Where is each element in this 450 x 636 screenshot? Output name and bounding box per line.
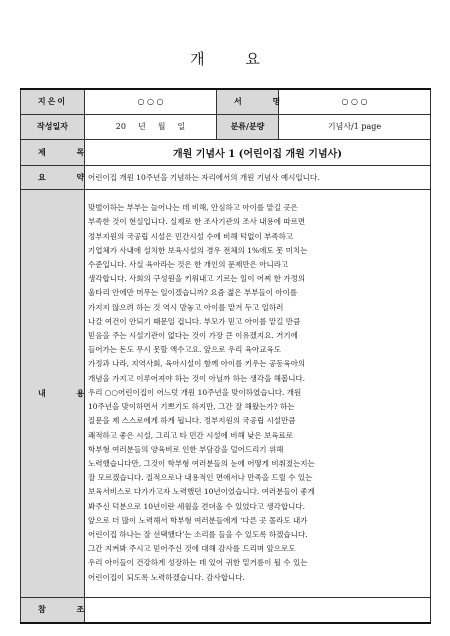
- author-value: ○ ○ ○: [85, 89, 217, 114]
- content-line: 나갈 여건이 안되기 때문일 겁니다. 부모가 믿고 아이를 맡길 만큼: [88, 316, 301, 326]
- content-line: 믿음을 주는 시설기관이 없다는 것이 가장 큰 이유겠지요. 거기에: [88, 331, 298, 341]
- content-line: 정부지원의 국공립 시설은 민간시설 수에 비해 턱없이 부족하고: [88, 231, 294, 241]
- content-line: 기업체가 사내에 설치한 보육시설의 경우 전체의 1%에도 못 미치는: [88, 245, 308, 255]
- content-line: 보육서비스로 다가가고자 노력했던 10년이었습니다. 여러분들이 좋게: [88, 487, 315, 497]
- content-line: 쾌적하고 좋은 시설, 그리고 타 민간 시설에 비해 낮은 보육료로: [88, 430, 293, 440]
- signature-value: ○ ○ ○: [279, 89, 431, 114]
- content-line: 어린이집이 되도록 노력하겠습니다. 감사합니다.: [88, 572, 245, 582]
- subject-value: 개원 기념사 1 (어린이집 개원 기념사): [85, 139, 431, 165]
- content-line: 개념을 가지고 이루어져야 하는 것이 아닐까 하는 생각을 해봅니다.: [88, 373, 306, 383]
- date-value: [85, 114, 217, 139]
- subject-row: [21, 139, 431, 165]
- date-year-unit: 년: [137, 122, 146, 131]
- date-month-unit: 월: [157, 122, 166, 131]
- date-day-unit: 일: [177, 122, 186, 131]
- content-cell: [85, 189, 431, 597]
- reference-label: 참 조: [21, 597, 85, 623]
- content-line: 그간 지켜봐 주시고 믿어주신 것에 대해 감사를 드리며 앞으로도: [88, 544, 296, 554]
- content-line: 잘 모르겠습니다. 질적으로나 내용적인 면에서나 만족을 드릴 수 있는: [88, 473, 313, 483]
- date-year: 20: [115, 122, 126, 131]
- subject-label: 제 목: [21, 139, 85, 165]
- date-row: [21, 114, 431, 139]
- summary-form-table: [20, 88, 431, 624]
- content-line: 학부형 여러분들의 양육비로 인한 부담감을 덜어드리기 위해: [88, 444, 284, 454]
- summary-value: 어린이집 개원 10주년을 기념하는 자리에서의 개원 기념사 예시입니다.: [85, 165, 431, 189]
- content-line: 부족한 것이 현실입니다. 실제로 한 조사기관의 조사 내용에 따르면: [88, 217, 306, 227]
- content-line: 울타리 안에만 머무는 일이겠습니까? 요즘 젊은 부부들이 아이를: [88, 288, 298, 298]
- content-line: 맞벌이하는 부부는 늘어나는 데 비해, 안심하고 아이를 맡길 곳은: [88, 203, 298, 213]
- content-text: [88, 201, 427, 584]
- content-line: 어린이집 하나는 잘 선택했다’는 소리를 들을 수 있도록 하겠습니다.: [88, 529, 308, 539]
- content-label: 내 용: [21, 189, 85, 597]
- content-line: 질문을 제 스스로에게 하게 됩니다. 정부지원의 국공립 시설만큼: [88, 416, 296, 426]
- category-value: 기념사/1 page: [279, 114, 431, 139]
- content-line: 우리 아이들이 건강하게 성장하는 데 있어 귀한 밑거름이 될 수 있는: [88, 558, 308, 568]
- content-line: 가정과 나라, 지역사회, 육아시설이 함께 아이를 키우는 공동육아의: [88, 359, 306, 369]
- content-line: 들어가는 돈도 무시 못할 액수고요. 앞으로 우리 육아교육도: [88, 345, 281, 355]
- content-line: 노력했습니다만, 그것이 학부형 여러분들의 눈에 어떻게 비춰졌는지는: [88, 458, 315, 468]
- signature-label: 서 명: [217, 89, 279, 114]
- content-row: [21, 189, 431, 597]
- content-line: 생각합니다. 사회의 구성원을 키워내고 기르는 일이 어찌 한 가정의: [88, 274, 306, 284]
- summary-label: 요 약: [21, 165, 85, 189]
- content-line: 수준입니다. 사실 육아라는 것은 한 개인의 문제만은 아니라고: [88, 260, 289, 270]
- reference-row: [21, 597, 431, 623]
- document-title: 개 요: [190, 50, 278, 68]
- author-label: 지은이: [21, 89, 85, 114]
- author-row: [21, 89, 431, 114]
- content-line: 봐주신 덕분으로 10년이란 세월을 견뎌올 수 있었다고 생각합니다.: [88, 501, 305, 511]
- date-label: 작성일자: [21, 114, 85, 139]
- content-line: 10주년을 맞이하면서 기쁘기도 하지만, 그간 잘 해왔는가? 하는: [88, 402, 295, 412]
- category-label: 분류/분량: [217, 114, 279, 139]
- content-line: 우리 ○○어린이집이 어느덧 개원 10주년을 맞이하였습니다. 개원: [88, 387, 302, 397]
- reference-value: [85, 597, 431, 623]
- content-line: 가지지 않으려 하는 것 역시 맘놓고 아이를 맡겨 두고 일하러: [88, 302, 284, 312]
- summary-row: [21, 165, 431, 189]
- content-line: 앞으로 더 많이 노력해서 학부형 여러분들에게 ‘다른 곳 몰라도 내가: [88, 515, 308, 525]
